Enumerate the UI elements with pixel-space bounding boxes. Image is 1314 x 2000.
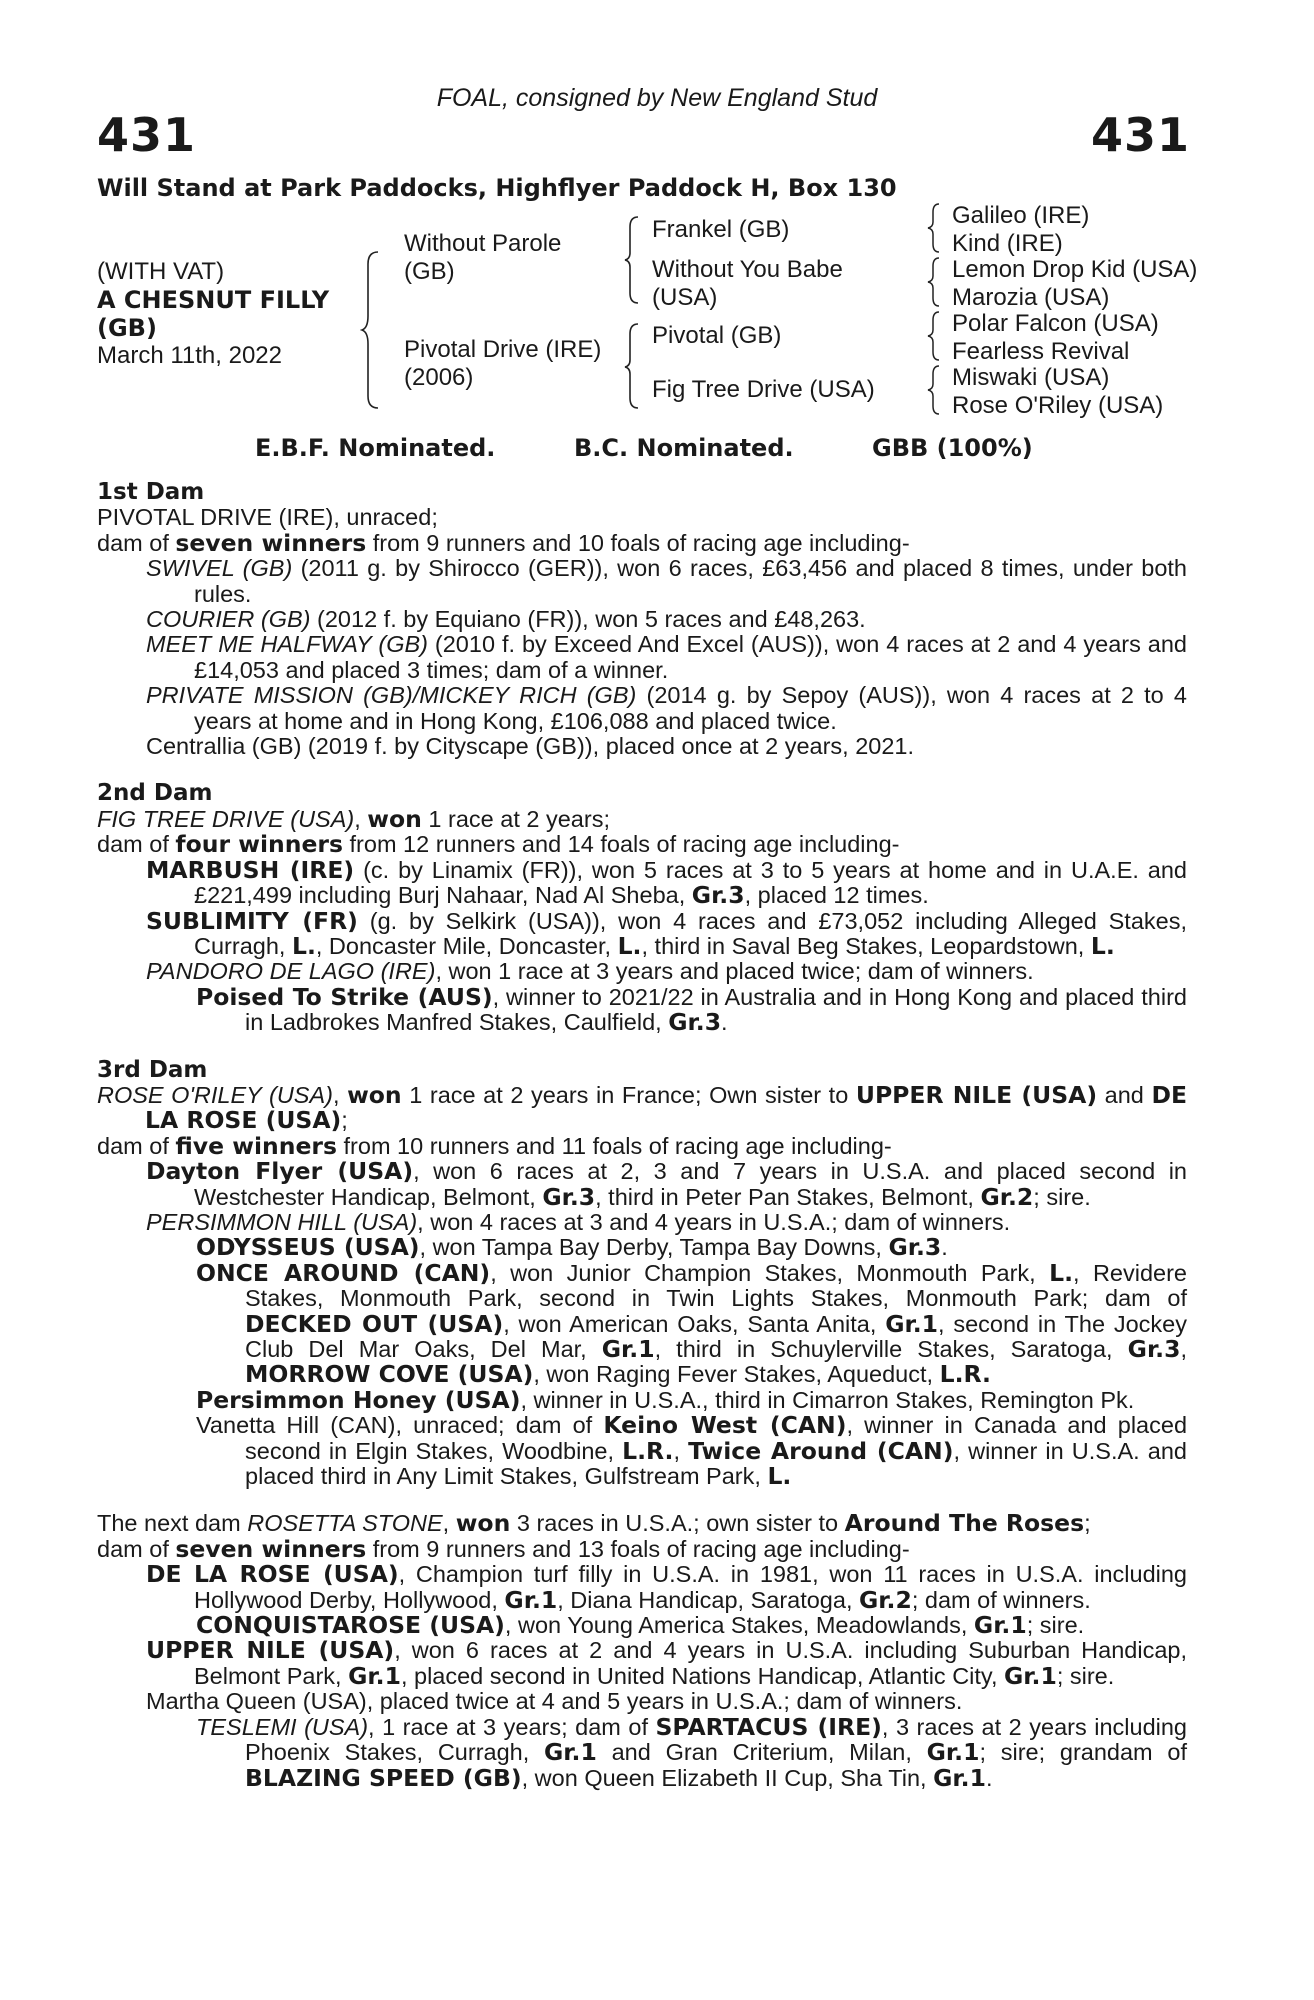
pedigree-sire-sire: Frankel (GB) <box>652 216 790 243</box>
horse-name: A CHESNUT FILLY <box>97 286 330 314</box>
catalogue-body <box>97 480 1187 1791</box>
list-item: MARBUSH (IRE) (c. by Linamix (FR)), won 5 races at 3 to 5 years at home and in U.A.E. and £221,499 including Burj Nahaar, Nad Al Sheba, Gr.3, placed 12 times. <box>146 855 1188 910</box>
first-dam-produce: dam of seven winners from 9 runners and 10 foals of racing age including- <box>97 528 910 557</box>
brace-fig-tree-drive <box>925 364 943 416</box>
list-item: ONCE AROUND (CAN), won Junior Champion Stakes, Monmouth Park, L., Revidere Stakes, Monmouth Park, second in Twin Lights Stakes, Monmouth Park; dam of DECKED OUT (USA), won American Oaks, Santa Anita, Gr.1, second in The Jockey Club Del Mar Oaks, Del Mar, Gr.1, third in Schuylerville Stakes, Saratoga, Gr.3, MORROW COVE (USA), won Raging Fever Stakes, Aqueduct, L.R. <box>196 1258 1188 1389</box>
list-item: PERSIMMON HILL (USA), won 4 races at 3 and 4 years in U.S.A.; dam of winners. <box>146 1208 1011 1235</box>
second-dam-produce: dam of four winners from 12 runners and 14 foals of racing age including- <box>97 830 900 859</box>
pedigree-gen3-a: Galileo (IRE) Kind (IRE) <box>952 202 1090 257</box>
dam-line-brace <box>622 322 642 410</box>
pedigree-dam-dam: Fig Tree Drive (USA) <box>652 376 875 403</box>
pedigree-gen3-d: Miswaki (USA) Rose O'Riley (USA) <box>952 364 1164 419</box>
horse-info <box>97 258 329 370</box>
bc-nominated: B.C. Nominated. <box>574 434 794 462</box>
second-dam-heading: 2nd Dam <box>97 780 213 807</box>
brace-pivotal <box>925 310 943 362</box>
first-dam-intro: PIVOTAL DRIVE (IRE), unraced; <box>97 504 438 531</box>
list-item: UPPER NILE (USA), won 6 races at 2 and 4 years in U.S.A. including Suburban Handicap, Belmont Park, Gr.1, placed second in United Nations Handicap, Atlantic City, Gr.1; sire. <box>146 1636 1187 1690</box>
next-dam-produce: dam of seven winners from 9 runners and 13 foals of racing age including- <box>97 1534 910 1563</box>
third-dam-intro: ROSE O'RILEY (USA), won 1 race at 2 years in France; Own sister to UPPER NILE (USA) and DE LA ROSE (USA); <box>97 1080 1187 1135</box>
list-item: SUBLIMITY (FR) (g. by Selkirk (USA)), won 4 races and £73,052 including Alleged Stakes, Curragh, L., Doncaster Mile, Doncaster, L., third in Saval Beg Stakes, Leopardstown, L. <box>146 906 1188 960</box>
second-dam-intro: FIG TREE DRIVE (USA), won 1 race at 2 years; <box>97 804 610 833</box>
list-item: DE LA ROSE (USA), Champion turf filly in U.S.A. in 1981, won 11 races in U.S.A. including Hollywood Derby, Hollywood, Gr.1, Diana Handicap, Saratoga, Gr.2; dam of winners. <box>146 1560 1187 1614</box>
list-item: CONQUISTAROSE (USA), won Young America Stakes, Meadowlands, Gr.1; sire. <box>196 1611 1085 1640</box>
stand-location: Will Stand at Park Paddocks, Highflyer Paddock H, Box 130 <box>97 174 897 202</box>
list-item: PANDORO DE LAGO (IRE), won 1 race at 3 years and placed twice; dam of winners. <box>146 958 1034 985</box>
sire-dam-brace <box>360 250 384 410</box>
pedigree-dam: Pivotal Drive (IRE) (2006) <box>404 336 602 391</box>
list-item: Vanetta Hill (CAN), unraced; dam of Keino West (CAN), winner in Canada and placed second in Elgin Stakes, Woodbine, L.R., Twice Around (CAN), winner in U.S.A. and placed third in Any Limit Stakes, Gulfstream Park, L. <box>196 1411 1188 1491</box>
consignor-line: FOAL, consigned by New England Stud <box>436 84 878 112</box>
lot-number-right: 431 <box>1090 108 1190 162</box>
brace-frankel <box>925 202 943 254</box>
pedigree-gen3-b: Lemon Drop Kid (USA) Marozia (USA) <box>952 256 1198 311</box>
list-item: Persimmon Honey (USA), winner in U.S.A., third in Cimarron Stakes, Remington Pk. <box>196 1385 1135 1414</box>
third-dam-heading: 3rd Dam <box>97 1056 208 1083</box>
list-item: PRIVATE MISSION (GB)/MICKEY RICH (GB) (2014 g. by Sepoy (AUS)), won 4 races at 2 to 4 years at home and in Hong Kong, £106,088 and placed twice. <box>146 682 1188 734</box>
ebf-nominated: E.B.F. Nominated. <box>255 434 496 462</box>
pedigree-dam-sire: Pivotal (GB) <box>652 322 782 349</box>
lot-number-left: 431 <box>97 108 197 162</box>
list-item: MEET ME HALFWAY (GB) (2010 f. by Exceed And Excel (AUS)), won 4 races at 2 and 4 years and £14,053 and placed 3 times; dam of a winner. <box>146 631 1187 683</box>
vat-note: (WITH VAT) <box>97 258 225 285</box>
foaling-date: March 11th, 2022 <box>97 342 283 369</box>
horse-country: (GB) <box>97 314 157 342</box>
next-dam-intro: The next dam ROSETTA STONE, won 3 races in U.S.A.; own sister to Around The Roses; <box>97 1509 1091 1538</box>
list-item: COURIER (GB) (2012 f. by Equiano (FR)), won 5 races and £48,263. <box>146 606 866 633</box>
list-item: Dayton Flyer (USA), won 6 races at 2, 3 and 7 years in U.S.A. and placed second in Westchester Handicap, Belmont, Gr.3, third in Peter Pan Stakes, Belmont, Gr.2; sire. <box>146 1157 1188 1211</box>
list-item: Martha Queen (USA), placed twice at 4 and 5 years in U.S.A.; dam of winners. <box>146 1688 963 1715</box>
pedigree-sire: Without Parole (GB) <box>404 230 562 285</box>
first-dam-heading: 1st Dam <box>97 479 205 505</box>
list-item: Centrallia (GB) (2019 f. by Cityscape (GB)), placed once at 2 years, 2021. <box>146 733 915 760</box>
brace-without-you-babe <box>925 256 943 308</box>
list-item: TESLEMI (USA), 1 race at 3 years; dam of SPARTACUS (IRE), 3 races at 2 years including Phoenix Stakes, Curragh, Gr.1 and Gran Criterium, Milan, Gr.1; sire; grandam of BLAZING SPEED (GB), won Queen Elizabeth II Cup, Sha Tin, Gr.1. <box>196 1712 1187 1792</box>
sire-line-brace <box>622 215 642 305</box>
gbb-percentage: GBB (100%) <box>872 434 1033 462</box>
third-dam-produce: dam of five winners from 10 runners and 11 foals of racing age including- <box>97 1131 892 1160</box>
list-item: ODYSSEUS (USA), won Tampa Bay Derby, Tampa Bay Downs, Gr.3. <box>196 1233 948 1262</box>
pedigree-gen3-c: Polar Falcon (USA) Fearless Revival <box>952 310 1159 365</box>
list-item: SWIVEL (GB) (2011 g. by Shirocco (GER)), won 6 races, £63,456 and placed 8 times, under both rules. <box>146 555 1187 607</box>
pedigree-sire-dam: Without You Babe (USA) <box>652 256 843 311</box>
list-item: Poised To Strike (AUS), winner to 2021/22 in Australia and in Hong Kong and placed third in Ladbrokes Manfred Stakes, Caulfield, Gr.3. <box>196 982 1187 1037</box>
